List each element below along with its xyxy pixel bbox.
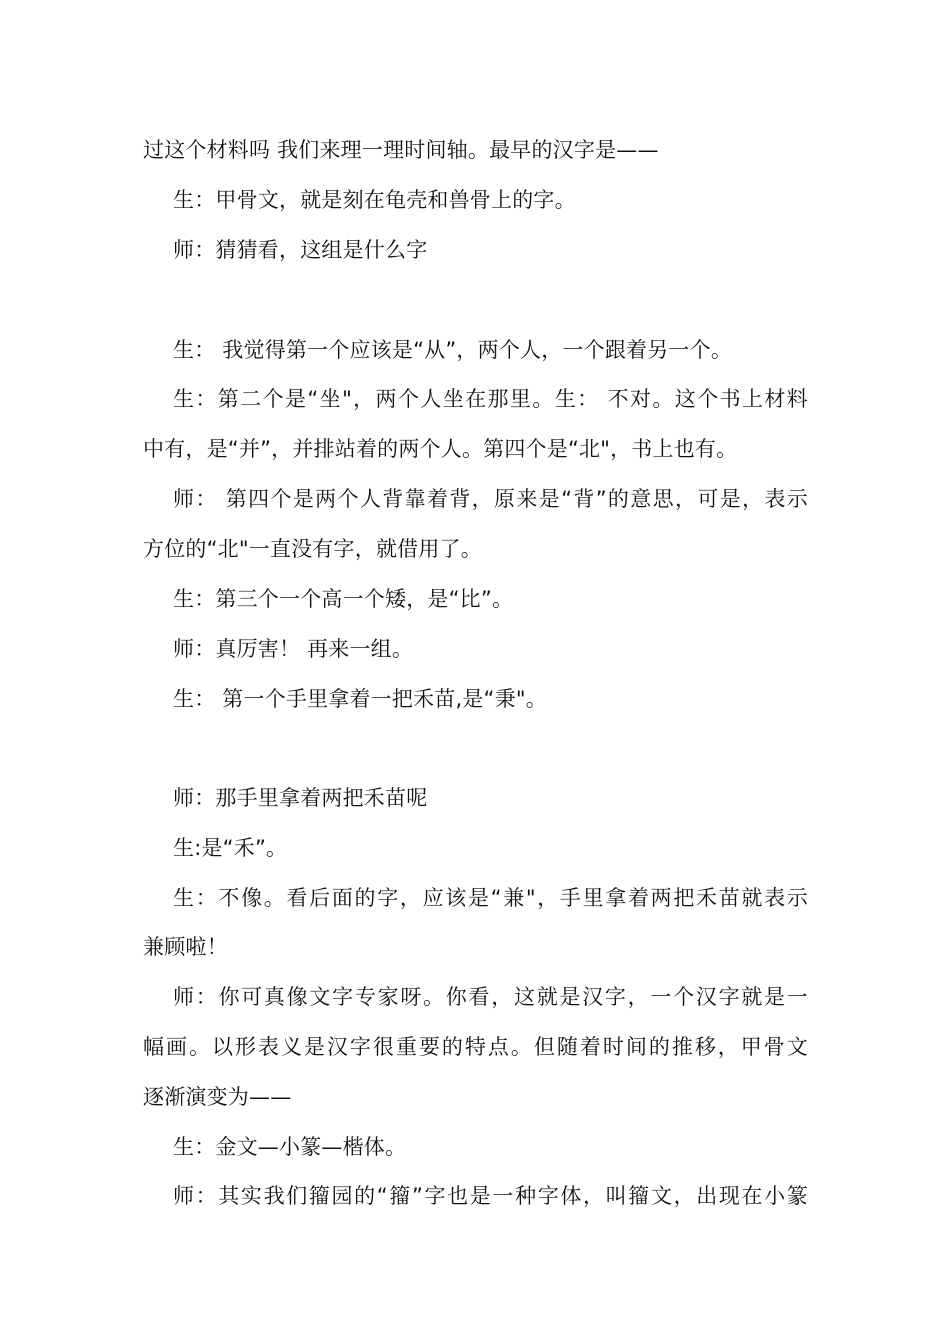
text-line: 逐渐演变为—— xyxy=(143,1085,292,1109)
text-line: 兼顾啦！ xyxy=(143,935,228,959)
text-line: 生：第三个一个高一个矮，是“比”。 xyxy=(173,587,514,611)
text-line: 过这个材料吗 我们来理一理时间轴。最早的汉字是—— xyxy=(143,138,659,162)
text-line: 师：你可真像文字专家呀。你看，这就是汉字，一个汉字就是一 xyxy=(173,985,808,1009)
text-line: 生：金文—小篆—楷体。 xyxy=(173,1135,407,1159)
text-line: 生:是“禾”。 xyxy=(173,836,288,860)
text-line: 生： 第一个手里拿着一把禾苗,是“秉"。 xyxy=(173,687,547,711)
text-line: 幅画。以形表义是汉字很重要的特点。但随着时间的推移，甲骨文 xyxy=(143,1035,808,1059)
text-line: 师：真厉害！ 再来一组。 xyxy=(173,637,414,661)
text-line: 生：第二个是“坐"，两个人坐在那里。生： 不对。这个书上材料 xyxy=(173,387,808,411)
text-line: 方位的“北"一直没有字，就借用了。 xyxy=(143,537,482,561)
text-line: 中有，是“并”，并排站着的两个人。第四个是“北"，书上也有。 xyxy=(143,437,738,461)
text-line: 师： 第四个是两个人背靠着背，原来是“背”的意思，可是，表示 xyxy=(173,487,808,511)
text-line: 师：猜猜看，这组是什么字 xyxy=(173,238,428,262)
text-line: 生：甲骨文，就是刻在龟壳和兽骨上的字。 xyxy=(173,188,576,212)
text-line: 生：不像。看后面的字，应该是“兼"，手里拿着两把禾苗就表示 xyxy=(173,886,808,910)
text-line: 师：那手里拿着两把禾苗呢 xyxy=(173,786,428,810)
text-line: 师：其实我们籀园的“籀”字也是一种字体，叫籀文，出现在小篆 xyxy=(173,1184,808,1208)
text-line: 生： 我觉得第一个应该是“从”，两个人，一个跟着另一个。 xyxy=(173,338,733,362)
